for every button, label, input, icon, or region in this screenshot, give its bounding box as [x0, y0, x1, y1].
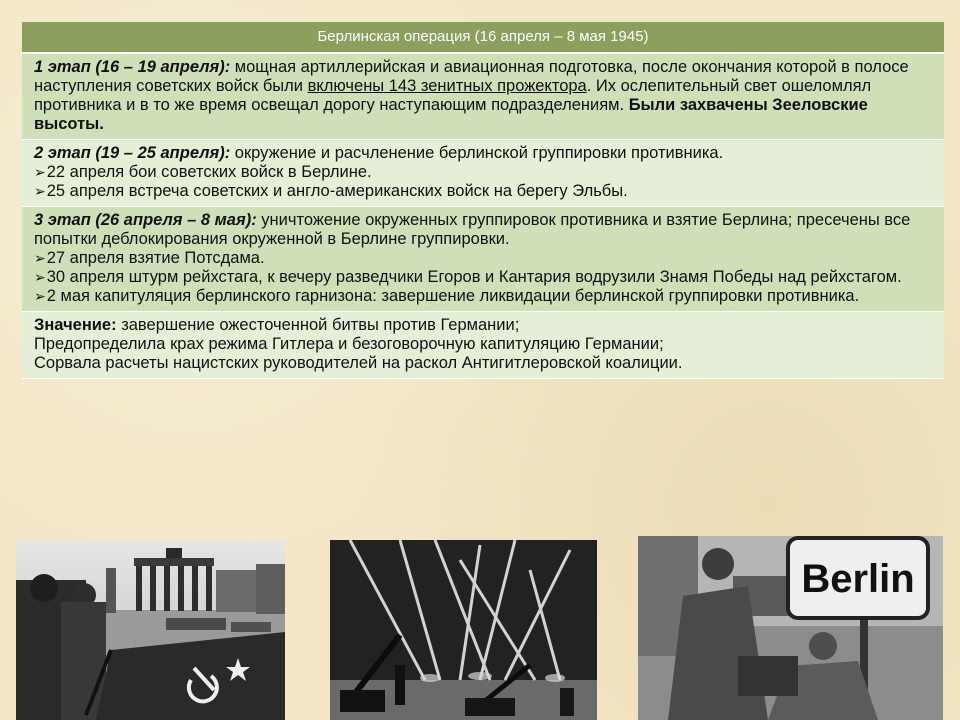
stage-3-bullet: ➢ 2 мая капитуляция берлинского гарнизона: завершение ликвидации берлинской группировки противника.	[34, 287, 859, 305]
photo-searchlights	[330, 540, 597, 720]
stage-1-bold-end: Были захвачены Зееловские высоты.	[34, 96, 868, 133]
stage-1-text-b: . Их ослепительный свет ошеломлял противника и в то же время освещал дорогу наступающим подразделениям.	[34, 77, 872, 114]
stage-3-bullet: ➢ 27 апреля взятие Потсдама.	[34, 249, 265, 267]
stage-2-title: 2 этап (19 – 25 апреля):	[34, 144, 231, 162]
berlin-sign-text: Berlin	[801, 557, 915, 601]
stage-3-bullet: ➢ 30 апреля штурм рейхстага, к вечеру разведчики Егоров и Кантария водрузили Знамя Победы над рейхстагом.	[34, 268, 902, 286]
stage-1-underlined: включены 143 зенитных прожектора	[307, 77, 587, 95]
photo-berlin-sign	[638, 536, 943, 720]
brandenburg-gate-image	[16, 540, 285, 720]
stage-3-row	[22, 207, 944, 312]
stage-2-bullet: ➢ 22 апреля бои советских войск в Берлине.	[34, 163, 372, 181]
searchlights-image	[330, 540, 597, 720]
stage-1-row	[22, 53, 944, 140]
photo-brandenburg-gate	[16, 540, 285, 720]
significance-title: Значение:	[34, 316, 117, 334]
stage-1-title: 1 этап (16 – 19 апреля):	[34, 58, 231, 76]
stage-3-text: уничтожение окруженных группировок противника и взятие Берлина; пресечены все попытки деблокирования окруженной в Берлине группировки.	[34, 211, 911, 248]
berlin-sign-image	[638, 536, 943, 720]
stage-2-text: окружение и расчленение берлинской группировки противника.	[230, 144, 724, 162]
operation-table	[22, 22, 944, 379]
stage-1-text-a: мощная артиллерийская и авиационная подготовка, после окончания которой в полосе наступления советских войск были	[34, 58, 909, 95]
significance-line: Сорвала расчеты нацистских руководителей на раскол Антигитлеровской коалиции.	[34, 354, 683, 372]
significance-row	[22, 312, 944, 379]
stage-3-title: 3 этап (26 апреля – 8 мая):	[34, 211, 257, 229]
table-header: Берлинская операция (16 апреля – 8 мая 1945)	[22, 22, 944, 53]
stage-2-row	[22, 140, 944, 207]
significance-line: Предопределила крах режима Гитлера и безоговорочную капитуляцию Германии;	[34, 335, 664, 353]
stage-2-bullet: ➢ 25 апреля встреча советских и англо-американских войск на берегу Эльбы.	[34, 182, 628, 200]
significance-text: завершение ожесточенной битвы против Германии;	[116, 316, 520, 334]
